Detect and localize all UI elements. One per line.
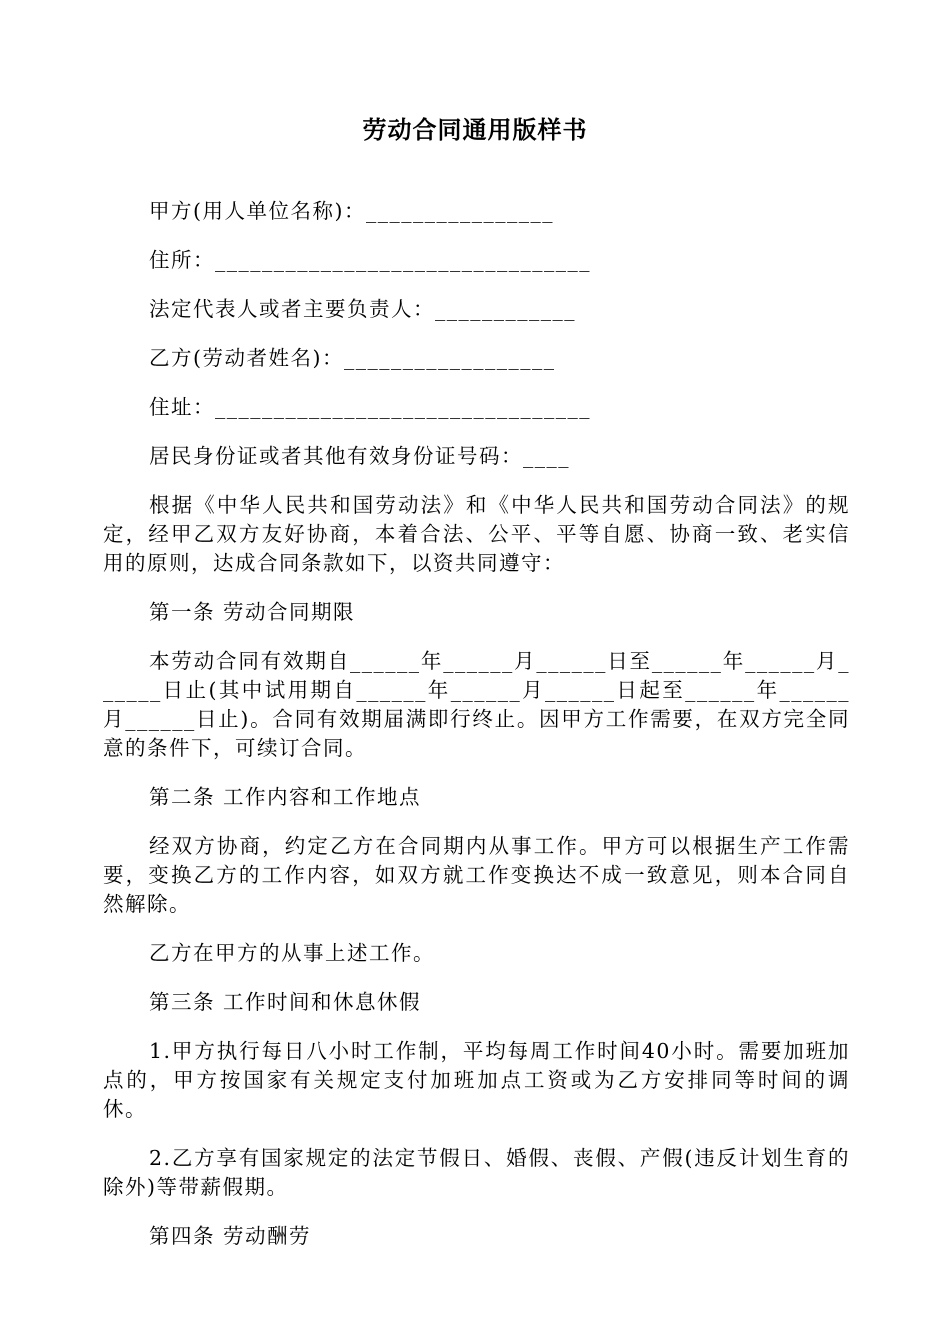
document-title: 劳动合同通用版样书 [362,116,588,144]
article-1-text: 本劳动合同有效期自______年______月______日至______年______月______日止(其中试用期自______年______月______日起至______年______月______日止)。合同有效期届满即行终止。因甲方工作需要，在双方完全同意的条件下，可续订合同。 [103,649,850,760]
article-2-text-2: 乙方在甲方的从事上述工作。 [149,941,435,965]
id-number-field: 居民身份证或者其他有效身份证号码：____ [149,444,570,468]
article-2-heading: 第二条 工作内容和工作地点 [149,785,422,809]
article-3-item-2: 2.乙方享有国家规定的法定节假日、婚假、丧假、产假(违反计划生育的除外)等带薪假期。 [103,1146,850,1199]
intro-paragraph: 根据《中华人民共和国劳动法》和《中华人民共和国劳动合同法》的规定，经甲乙双方友好协商，本着合法、公平、平等自愿、协商一致、老实信用的原则，达成合同条款如下，以资共同遵守： [103,493,850,575]
address-a-field: 住所：________________________________ [149,248,591,272]
address-b-field: 住址：________________________________ [149,395,591,419]
article-3-heading: 第三条 工作时间和休息休假 [149,990,422,1014]
article-4-heading: 第四条 劳动酬劳 [149,1224,312,1248]
article-3-item-1: 1.甲方执行每日八小时工作制，平均每周工作时间40小时。需要加班加点的，甲方按国家有关规定支付加班加点工资或为乙方安排同等时间的调休。 [103,1039,850,1121]
article-1-heading: 第一条 劳动合同期限 [149,600,356,624]
party-b-field: 乙方(劳动者姓名)：__________________ [149,346,556,370]
article-2-text-1: 经双方协商，约定乙方在合同期内从事工作。甲方可以根据生产工作需要，变换乙方的工作内容，如双方就工作变换达不成一致意见，则本合同自然解除。 [103,834,850,916]
party-a-field: 甲方(用人单位名称)：________________ [149,199,554,223]
document-body [103,197,850,1271]
legal-rep-field: 法定代表人或者主要负责人：____________ [149,297,576,321]
